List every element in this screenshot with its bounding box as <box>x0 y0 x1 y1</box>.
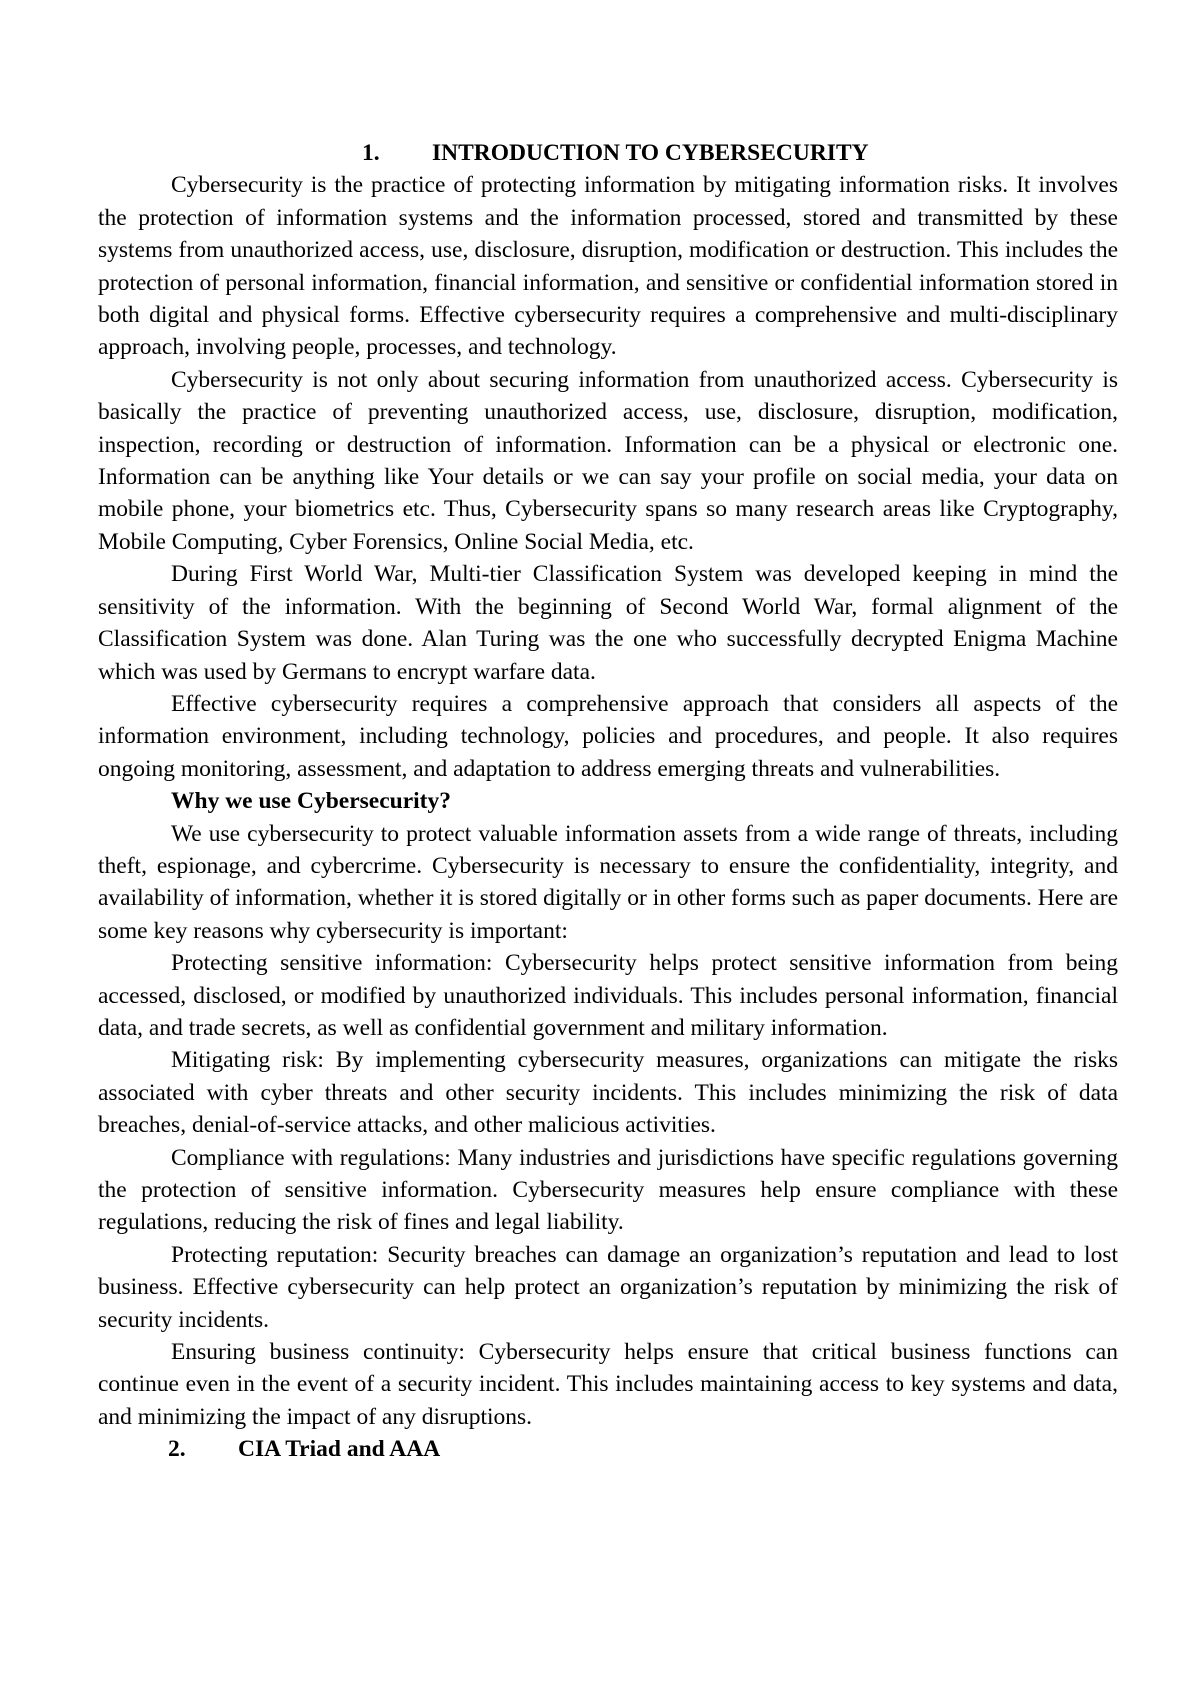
paragraph-intro-scope: Cybersecurity is not only about securing information from unauthorized access. Cybersecurity is basically the practice of preventing unauthorized access, use, disclosure, disruption, modification, inspection, recording or destruction of information. Information can be a physical or electronic one. Information can be anything like Your details or we can say your profile on social media, your data on mobile phone, your biometrics etc. Thus, Cybersecurity spans so many research areas like Cryptography, Mobile Computing, Cyber Forensics, Online Social Media, etc. <box>98 366 1118 555</box>
paragraph-intro-history: During First World War, Multi-tier Classification System was developed keeping in mind the sensitivity of the information. With the beginning of Second World War, formal alignment of the Classification System was done. Alan Turing was the one who successfully decrypted Enigma Machine which was used by Germans to encrypt warfare data. <box>98 561 1118 685</box>
paragraph-compliance: Compliance with regulations: Many industries and jurisdictions have specific regulations governing the protection of sensitive information. Cybersecurity measures help ensure compliance with these regulations, reducing the risk of fines and legal liability. <box>98 1144 1118 1236</box>
section-heading-introduction <box>98 137 1118 169</box>
section-number: 2. <box>168 1436 186 1463</box>
section-title: INTRODUCTION TO CYBERSECURITY <box>432 140 869 166</box>
paragraph-intro-definition: Cybersecurity is the practice of protecting information by mitigating information risks. It involves the protection of information systems and the information processed, stored and transmitted by these systems from unauthorized access, use, disclosure, disruption, modification or destruction. This includes the protection of personal information, financial information, and sensitive or confidential information stored in both digital and physical forms. Effective cybersecurity requires a comprehensive and multi-disciplinary approach, involving people, processes, and technology. <box>98 172 1118 361</box>
paragraph-why-overview: We use cybersecurity to protect valuable information assets from a wide range of threats, including theft, espionage, and cybercrime. Cybersecurity is necessary to ensure the confidentiality, integrity, and availability of information, whether it is stored digitally or in other forms such as paper documents. Here are some key reasons why cybersecurity is important: <box>98 820 1119 944</box>
subheading-why-cybersecurity: Why we use Cybersecurity? <box>171 788 452 815</box>
paragraph-protecting-reputation: Protecting reputation: Security breaches can damage an organization’s reputation and lead to lost business. Effective cybersecurity can help protect an organization’s reputation by minimizing the risk of security incidents. <box>98 1241 1118 1333</box>
section-number: 1. <box>362 140 380 166</box>
section-heading-cia-triad <box>98 1433 1118 1465</box>
paragraph-mitigating-risk: Mitigating risk: By implementing cybersecurity measures, organizations can mitigate the risks associated with cyber threats and other security incidents. This includes minimizing the risk of data breaches, denial-of-service attacks, and other malicious activities. <box>98 1047 1118 1139</box>
paragraph-intro-approach: Effective cybersecurity requires a comprehensive approach that considers all aspects of the information environment, including technology, policies and procedures, and people. It also requires ongoing monitoring, assessment, and adaptation to address emerging threats and vulnerabilities. <box>98 690 1118 782</box>
section-title: CIA Triad and AAA <box>238 1436 441 1463</box>
document-body <box>98 137 1118 1466</box>
paragraph-protecting-sensitive-information: Protecting sensitive information: Cybersecurity helps protect sensitive information from being accessed, disclosed, or modified by unauthorized individuals. This includes personal information, financial data, and trade secrets, as well as confidential government and military information. <box>98 950 1118 1041</box>
paragraph-business-continuity: Ensuring business continuity: Cybersecurity helps ensure that critical business functions can continue even in the event of a security incident. This includes maintaining access to key systems and data, and minimizing the impact of any disruptions. <box>98 1339 1118 1430</box>
